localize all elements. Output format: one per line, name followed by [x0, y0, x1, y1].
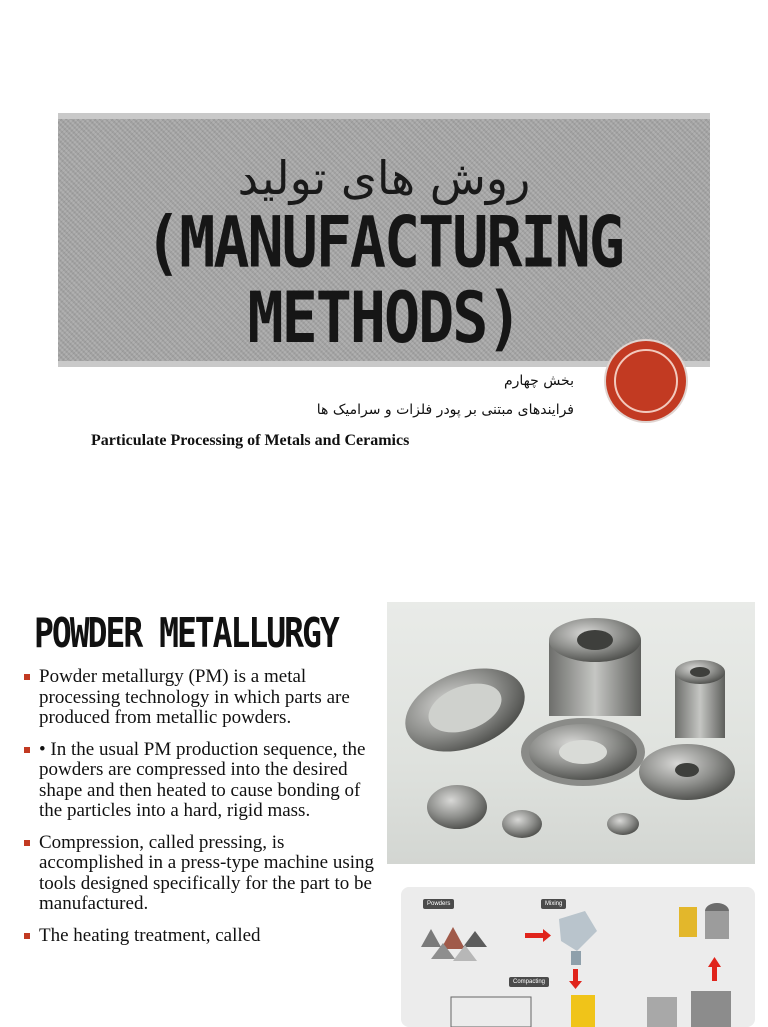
bullet-text: • In the usual PM production sequence, the powders are compressed into the desired shape and then heated to cause bonding of the particles into a hard, rigid mass. [39, 738, 366, 821]
diagram-label-powders: Powders [423, 899, 454, 909]
tiny-bushing-part [607, 813, 639, 835]
slide-heading: POWDER METALLURGY [34, 608, 338, 657]
decorative-circle-ring [614, 349, 678, 413]
diagram-label-compacting: Compacting [509, 977, 549, 987]
title-english [58, 201, 710, 360]
list-item [22, 667, 388, 729]
pm-parts-illustration [387, 602, 755, 864]
decorative-circle-icon [606, 341, 686, 421]
pm-parts-photo [387, 602, 755, 864]
process-diagram [401, 887, 755, 1027]
subtitle-persian: فرایندهای مبتنی بر پودر فلزات و سرامیک ها [316, 402, 574, 418]
bullet-icon [24, 933, 30, 939]
small-lobe-part [502, 810, 542, 838]
process-flow-illustration [401, 887, 755, 1027]
bullet-text: Compression, called pressing, is accomplished in a press-type machine using tools designed specifically for the part to be manufactured. [39, 831, 375, 914]
title-english-line-2: METHODS) [247, 276, 521, 360]
bullet-icon [24, 840, 30, 846]
small-gear-part [427, 785, 487, 829]
subtitle-english: Particulate Processing of Metals and Ceramics [91, 432, 410, 449]
bullet-text: Powder metallurgy (PM) is a metal processing technology in which parts are produced from metallic powders. [39, 666, 350, 728]
bullet-text: The heating treatment, called [39, 924, 261, 946]
bullet-list [22, 667, 388, 957]
diagram-label-mixing: Mixing [541, 899, 566, 909]
title-english-line-1: (MANUFACTURING [145, 201, 623, 285]
title-band-top-edge [58, 113, 710, 119]
subtitle-part-label: بخش چهارم [503, 373, 574, 389]
title-persian: روش های تولید [237, 151, 531, 205]
bullet-icon [24, 674, 30, 680]
list-item [22, 833, 388, 915]
list-item [22, 740, 388, 822]
list-item [22, 926, 388, 947]
bullet-icon [24, 747, 30, 753]
